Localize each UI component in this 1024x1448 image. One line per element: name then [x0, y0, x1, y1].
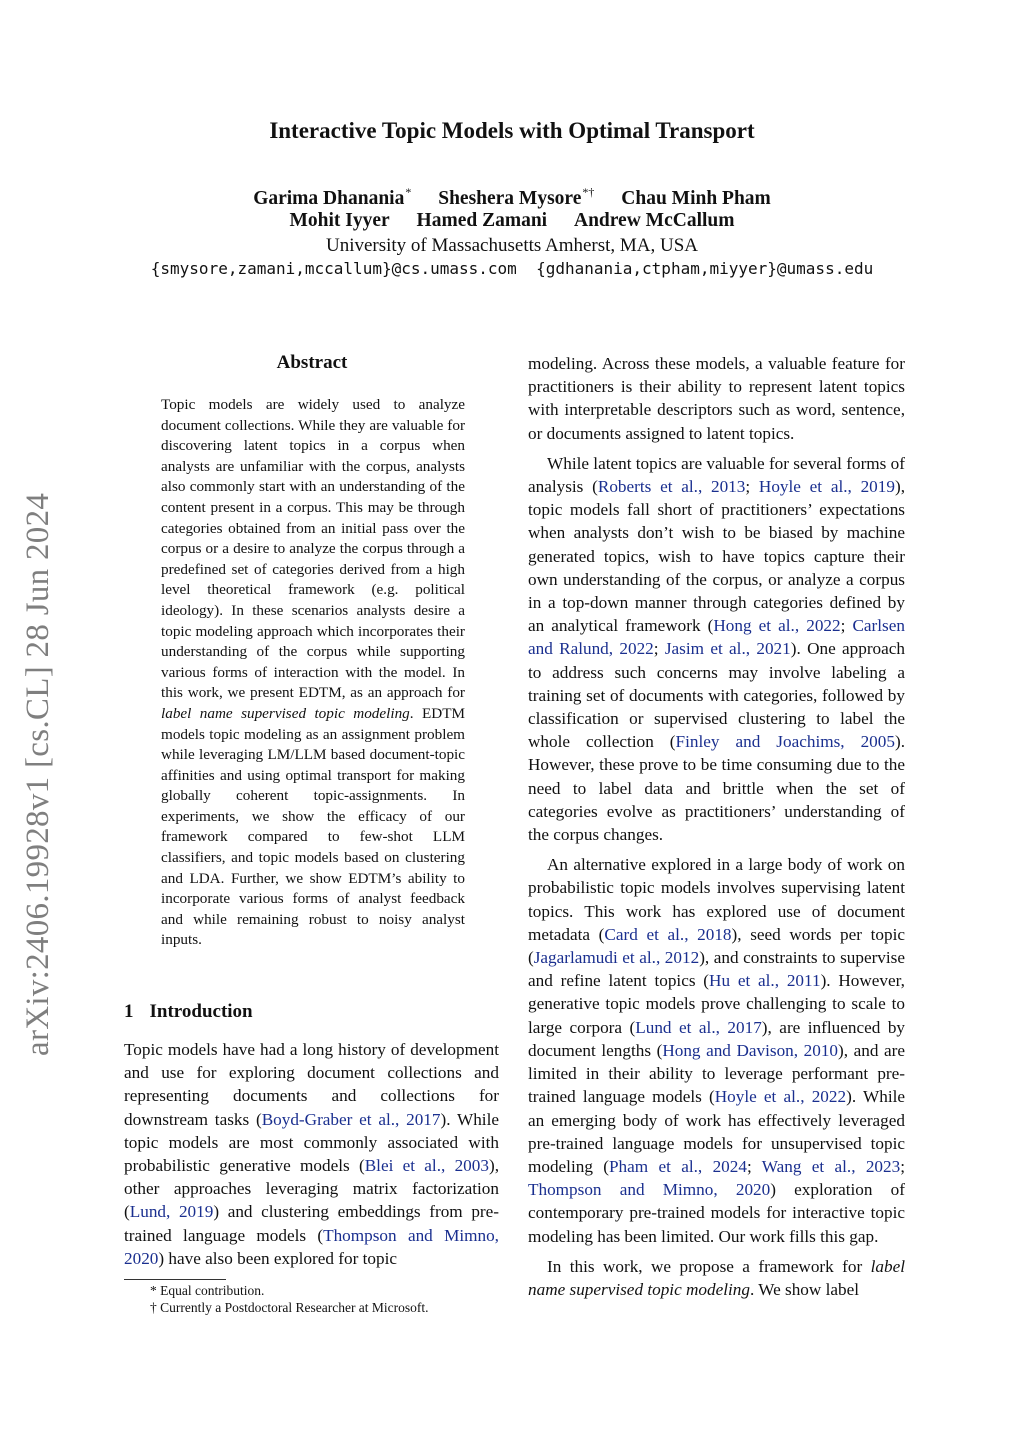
- citation-link[interactable]: Wang et al., 2023: [761, 1156, 901, 1176]
- citation-link[interactable]: Thompson and Mimno, 2020: [124, 1225, 499, 1268]
- author-emails: {smysore,zamani,mccallum}@cs.umass.com {gdhanania,ctpham,miyyer}@umass.edu: [150, 259, 874, 278]
- paragraph: An alternative explored in a large body of work on probabilistic topic models involves supervising latent topics. This work has explored use of document metadata (Card et al., 2018), seed words per topic (Jagarlamudi et al., 2012), and constraints to supervise and refine latent topics (Hu et al., 2011). However, generative topic models prove challenging to scale to large corpora (Lund et al., 2017), are influenced by document lengths (Hong and Davison, 2010), and are limited in their ability to leverage performant pre-trained language models (Hoyle et al., 2022). While an emerging body of work has effectively leveraged pre-trained language models for unsupervised topic modeling (Pham et al., 2024; Wang et al., 2023; Thompson and Mimno, 2020) exploration of contemporary pre-trained models for interactive topic modeling has been limited. Our work fills this gap.: [528, 855, 906, 1246]
- citation-link[interactable]: Pham et al., 2024: [609, 1156, 747, 1176]
- citation-link[interactable]: Blei et al., 2003: [364, 1156, 489, 1176]
- author-name: Mohit Iyyer: [289, 210, 390, 231]
- abstract-body: Topic models are widely used to analyze document collections. While they are valuable for discovering latent topics in a corpus when analysts are unfamiliar with the corpus, analysts also commonly start with an understanding of the content present in a corpus. This may be through categories obtained from an initial pass over the corpus or a desire to analyze the corpus through a predefined set of categories derived from a high level theoretical framework (e.g. political ideology). In these scenarios analysts desire a topic modeling approach which incorporates their understanding of the corpus while supporting various forms of interaction with the model. In this work, we present EDTM, as an approach for label name supervised topic modeling. EDTM models topic modeling as an assignment problem while leveraging LM/LLM based document-topic affinities and using optimal transport for making globally coherent topic-assignments. In experiments, we show the efficacy of our framework compared to few-shot LLM classifiers, and topic models based on clustering and LDA. Further, we show EDTM’s ability to incorporate various forms of analyst feedback and while remaining robust to noisy analyst inputs.: [161, 396, 466, 949]
- citation-link[interactable]: Hoyle et al., 2019: [758, 477, 895, 497]
- footnote: * Equal contribution.: [150, 1283, 265, 1298]
- author-name: Garima Dhanania*: [253, 185, 412, 209]
- author-line-1: [0, 185, 1024, 210]
- paper-title: Interactive Topic Models with Optimal Transport: [269, 118, 755, 143]
- citation-link[interactable]: Hoyle et al., 2022: [714, 1087, 847, 1107]
- author-name: Sheshera Mysore*†: [438, 185, 595, 209]
- citation-link[interactable]: Boyd-Graber et al., 2017: [261, 1109, 441, 1129]
- section-heading-introduction: 1 Introduction: [124, 1001, 253, 1022]
- footnotes: [124, 1282, 504, 1316]
- citation-link[interactable]: Jagarlamudi et al., 2012: [533, 948, 700, 968]
- citation-link[interactable]: Hu et al., 2011: [709, 971, 821, 991]
- arxiv-identifier-stamp: arXiv:2406.19928v1 [cs.CL] 28 Jun 2024: [20, 492, 56, 1056]
- citation-link[interactable]: Card et al., 2018: [604, 924, 732, 944]
- author-name: Hamed Zamani: [416, 210, 548, 231]
- citation-link[interactable]: Jasim et al., 2021: [664, 639, 791, 659]
- citation-link[interactable]: Thompson and Mimno, 2020: [528, 1180, 771, 1200]
- citation-link[interactable]: Lund et al., 2017: [635, 1017, 762, 1037]
- citation-link[interactable]: Finley and Joachims, 2005: [675, 732, 895, 752]
- citation-link[interactable]: Carlsen and Ralund, 2022: [528, 616, 905, 659]
- paragraph: In this work, we propose a framework for label name supervised topic modeling. We show label: [528, 1256, 905, 1299]
- author-name: Chau Minh Pham: [621, 188, 771, 209]
- footnote: † Currently a Postdoctoral Researcher at Microsoft.: [150, 1300, 429, 1315]
- paragraph: modeling. Across these models, a valuable feature for practitioners is their ability to represent latent topics with interpretable descriptors such as word, sentence, or documents assigned to latent topics.: [528, 354, 905, 443]
- intro-paragraph: Topic models have had a long history of development and use for exploring document collections and representing documents and collections for downstream tasks (Boyd-Graber et al., 2017). While topic models are most commonly associated with probabilistic generative models (Blei et al., 2003), other approaches leveraging matrix factorization (Lund, 2019) and clustering embeddings from pre-trained language models (Thompson and Mimno, 2020) have also been explored for topic: [124, 1040, 499, 1268]
- citation-link[interactable]: Hong et al., 2022: [713, 616, 841, 636]
- right-column: [528, 352, 905, 1308]
- author-name: Andrew McCallum: [573, 210, 735, 231]
- citation-link[interactable]: Hong and Davison, 2010: [662, 1040, 839, 1060]
- paragraph: While latent topics are valuable for several forms of analysis (Roberts et al., 2013; Hoyle et al., 2019), topic models fall short of practitioners’ expectations when analysts don’t wish to be biased by machine generated topics, wish to have topics capture their own understanding of the corpus, or analyze a corpus in a top-down manner through categories defined by an analytical framework (Hong et al., 2022; Carlsen and Ralund, 2022; Jasim et al., 2021). One approach to address such concerns may involve labeling a training set of documents with categories, followed by classification or supervised clustering to label the whole collection (Finley and Joachims, 2005). However, these prove to be time consuming due to the need to label data and brittle when the set of categories evolve as practitioners’ understanding of the corpus changes.: [528, 453, 905, 845]
- abstract-heading: Abstract: [276, 352, 348, 373]
- footnote-divider: [124, 1279, 226, 1280]
- affiliation: University of Massachusetts Amherst, MA, USA: [325, 235, 699, 256]
- author-line-2: [0, 210, 1024, 232]
- citation-link[interactable]: Roberts et al., 2013: [597, 477, 746, 497]
- citation-link[interactable]: Lund, 2019: [129, 1202, 214, 1222]
